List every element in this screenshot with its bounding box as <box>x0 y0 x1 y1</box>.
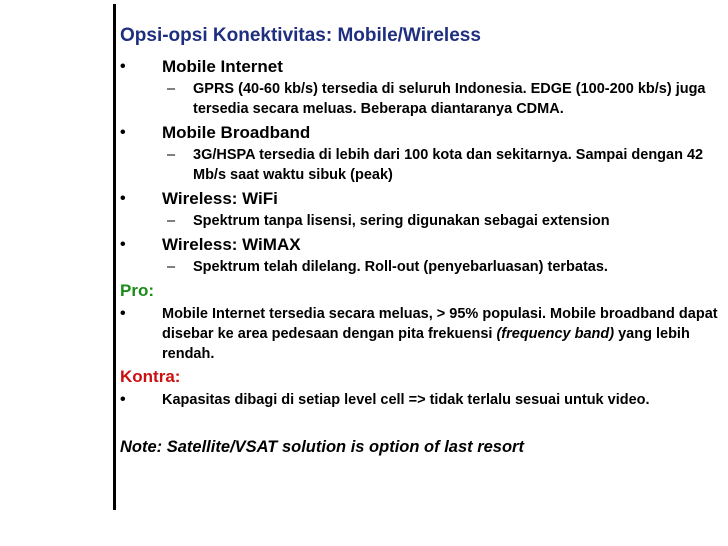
bullet-icon: • <box>120 236 126 253</box>
note-text: Note: Satellite/VSAT solution is option of last resort <box>120 438 524 456</box>
sub-bullet-text: Spektrum tanpa lisensi, sering digunakan sebagai extension <box>193 213 610 229</box>
bullet-label: Wireless: WiFi <box>162 189 278 208</box>
pro-text-after: yang lebih rendah. <box>162 326 690 362</box>
bullet-label: Wireless: WiMAX <box>162 235 301 254</box>
sub-bullet-wireless-wifi <box>120 211 720 231</box>
dash-icon: – <box>167 213 176 229</box>
pro-text-italic: (frequency band) <box>496 326 615 342</box>
sub-bullet-text: GPRS (40-60 kb/s) tersedia di seluruh Indonesia. EDGE (100-200 kb/s) juga tersedia secara meluas. Beberapa diantaranya CDMA. <box>193 81 706 117</box>
sub-bullet-wireless-wimax <box>120 257 720 277</box>
kontra-bullet <box>120 390 720 410</box>
dash-icon: – <box>167 81 176 97</box>
dash-icon: – <box>167 259 176 275</box>
bullet-icon: • <box>120 391 126 408</box>
bullet-icon: • <box>120 124 126 141</box>
kontra-text: Kapasitas dibagi di setiap level cell => tidak terlalu sesuai untuk video. <box>162 392 650 408</box>
sub-bullet-text: Spektrum telah dilelang. Roll-out (penyebarluasan) terbatas. <box>193 259 608 275</box>
pro-text-before: Mobile Internet tersedia secara meluas, > 95% populasi. Mobile broadband dapat disebar ke area pedesaan dengan pita frekuensi <box>162 306 718 342</box>
bullet-icon: • <box>120 305 126 322</box>
kontra-heading: Kontra: <box>120 367 181 386</box>
sub-bullet-mobile-broadband <box>120 145 720 185</box>
bullet-mobile-internet <box>120 56 720 78</box>
left-vertical-rule <box>113 4 116 510</box>
bullet-icon: • <box>120 190 126 207</box>
bullet-wireless-wimax <box>120 234 720 256</box>
sub-bullet-mobile-internet <box>120 79 720 119</box>
dash-icon: – <box>167 147 176 163</box>
slide-title: Opsi-opsi Konektivitas: Mobile/Wireless <box>120 25 481 46</box>
bullet-mobile-broadband <box>120 122 720 144</box>
bullet-label: Mobile Internet <box>162 57 283 76</box>
slide-content <box>120 22 720 458</box>
pro-bullet <box>120 304 720 364</box>
bullet-wireless-wifi <box>120 188 720 210</box>
bullet-label: Mobile Broadband <box>162 123 311 142</box>
pro-heading: Pro: <box>120 281 154 300</box>
bullet-icon: • <box>120 58 126 75</box>
sub-bullet-text: 3G/HSPA tersedia di lebih dari 100 kota dan sekitarnya. Sampai dengan 42 Mb/s saat waktu sibuk (peak) <box>193 147 704 183</box>
